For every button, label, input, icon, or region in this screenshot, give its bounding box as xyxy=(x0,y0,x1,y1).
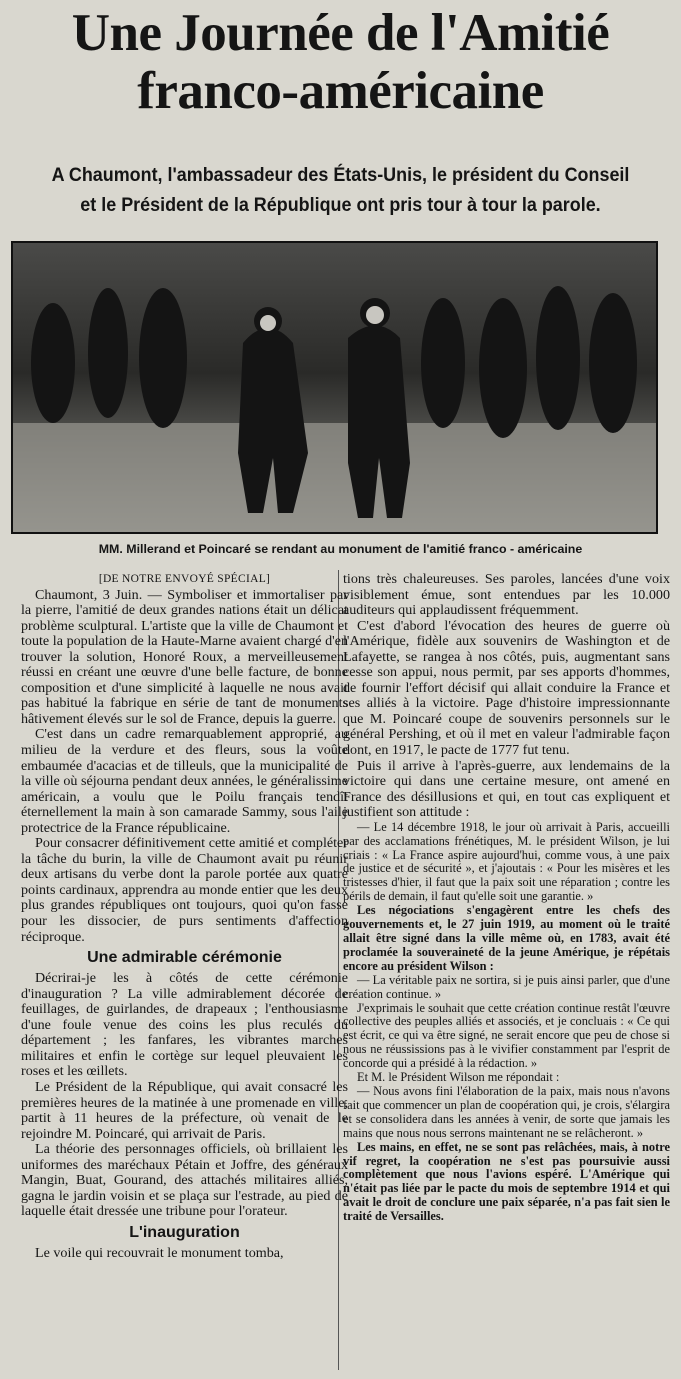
closing-paragraph: Les mains, en effet, ne se sont pas relâchées, mais, à notre vif regret, la coopération ne s'est pas poursuivie aussi complètement que nous l'avions espéré. L'Amérique qui n'était pas liée par le pacte du mois de septembre 1914 et qui avait le droit de conclure une paix séparée, n'a pas fait sien le traité de Versailles. xyxy=(343,1139,670,1224)
photo-crowd-illustration xyxy=(13,243,656,532)
quote-paragraph: Et M. le Président Wilson me répondait : xyxy=(357,1070,560,1085)
right-column xyxy=(343,572,670,1224)
section-title: Une admirable cérémonie xyxy=(87,949,282,967)
headline xyxy=(0,4,681,120)
paragraph: tions très chaleureuses. Ses paroles, lancées d'une voix visiblement émue, sont entendues par les 10.000 auditeurs qui applaudissent fréquemment. xyxy=(343,571,670,619)
paragraph: C'est d'abord l'évocation des heures de guerre où l'Amérique, fidèle aux souvenirs de Washington et de Lafayette, se rangea à nos côtés, puis, augmentant sans cesse son appui, nous permit, par ses apports d'hommes, de fournir l'effort décisif qui allait conduire la France et ses alliés à la victoire. Page d'histoire impressionnante que M. Poincaré coupe de souvenirs personnels sur le général Pershing, et où il met en valeur l'admirable façon dont, en 1917, le pacte de 1777 fut tenu. xyxy=(343,617,670,759)
quote-paragraph: — Nous avons fini l'élaboration de la paix, mais nous n'avons fait que commencer un plan de coopération qui, je crois, s'élargira et se consolidera dans les années à venir, de sorte que jamais les mains que nous nous serrons maintenant ne se relâcheront. » xyxy=(343,1083,670,1140)
quote-paragraph: Les négociations s'engagèrent entre les chefs des gouvernements et, le 27 juin 1919, au moment où le traité allait être signé dans la ville même où, en 1783, avait été proclamée la souveraineté de la jeune Amérique, je répétais encore au président Wilson : xyxy=(343,903,670,973)
quote-paragraph: — La véritable paix ne sortira, si je puis ainsi parler, que d'une création continue. » xyxy=(343,972,670,1001)
byline: [DE NOTRE ENVOYÉ SPÉCIAL] xyxy=(98,573,271,585)
paragraph: Pour consacrer définitivement cette amitié et compléter la tâche du burin, la ville de Chaumont avait pu réunir deux artisans du verbe dont la parole portée aux quatre points cardinaux, apprendra au monde entier que les deux plus grandes républiques ont toujours, quoi qu'on fasse pour les dissocier, de purs sentiments d'affection réciproque. xyxy=(21,835,348,945)
subheadline xyxy=(27,160,654,220)
subheadline-line-1: A Chaumont, l'ambassadeur des États-Unis, le président du Conseil xyxy=(51,164,630,186)
news-photo xyxy=(11,241,658,534)
quote-paragraph: J'exprimais le souhait que cette création continue restât l'œuvre collective des peuples alliés et associés, et je concluais : « Ce qui est écrit, ce qui va être signé, ne serait encore que peu de chose si nous ne réussissions pas à le vivifier constamment par l'esprit de concorde qui a présidé à la rédaction. » xyxy=(343,1000,670,1071)
paragraph: Décrirai-je les à côtés de cette cérémonie d'inauguration ? La ville admirablement décorée de feuillages, de guirlandes, de drapeaux ; l'enthousiasme d'une foule venue des coins les plus reculés du département ; les fanfares, les vibrantes marches militaires et enfin le cortège sur lequel pleuvaient les roses et les œillets. xyxy=(21,970,348,1080)
headline-line-2: franco-américaine xyxy=(137,62,544,120)
left-column xyxy=(21,572,348,1261)
quote-paragraph: — Le 14 décembre 1918, le jour où arrivait à Paris, accueilli par des acclamations frénétiques, M. le président Wilson, je lui criais : « La France aspire aujourd'hui, comme vous, à une paix de justice et de sécurité », et j'ajoutais : « Pour les misères et les tristesses d'hier, il faut que la paix soit une réparation ; contre les périls de demain, il faut qu'elle soit une garantie. » xyxy=(343,819,670,904)
photo-caption: MM. Millerand et Poincaré se rendant au monument de l'amitié franco - américaine xyxy=(98,542,583,556)
section-title: L'inauguration xyxy=(129,1223,240,1241)
paragraph: Chaumont, 3 Juin. — Symboliser et immortaliser par la pierre, l'amitié de deux grandes nations était un délicat problème sculptural. L'artiste que la ville de Chaumont et toute la population de la Haute-Marne avaient chargé d'en trouver la solution, Honoré Roux, a merveilleusement réussi en créant une œuvre d'une belle facture, de bonne composition et d'une simplicité à laquelle ne nous avait pas habitué la fabrique en série de tant de monuments hâtivement élevés sur le sol de France, depuis la guerre. xyxy=(21,586,348,727)
paragraph: La théorie des personnages officiels, où brillaient les uniformes des maréchaux Pétain et Joffre, des généraux Mangin, Buat, Gourand, des attachés militaires alliés, gagna le jardin voisin et se plaça sur l'estrade, au pied de laquelle était dressée une tribune pour l'orateur. xyxy=(21,1141,348,1220)
paragraph: Puis il arrive à l'après-guerre, aux lendemains de la victoire qui dans une certaine mesure, ont amené en France des désillusions et qui, en tout cas expliquent et justifient son attitude : xyxy=(343,757,670,821)
paragraph: C'est dans un cadre remarquablement approprié, au milieu de la verdure et des fleurs, sous la voûte embaumée d'acacias et de tilleuls, que la municipalité de la ville où séjourna pendant deux années, le généralissime américain, a voulu que le Poilu français tendît éternellement la main à son camarade Sammy, sous l'aile protectrice de la France républicaine. xyxy=(21,726,348,836)
paragraph: Le Président de la République, qui avait consacré les premières heures de la matinée à une promenade en ville, partit à 11 heures de la préfecture, où venait de le rejoindre M. Poincaré, qui arrivait de Paris. xyxy=(21,1078,348,1142)
subheadline-line-2: et le Président de la République ont pris tour à tour la parole. xyxy=(80,194,601,216)
paragraph: Le voile qui recouvrait le monument tomba, xyxy=(35,1244,284,1261)
headline-line-1: Une Journée de l'Amitié xyxy=(71,4,610,62)
